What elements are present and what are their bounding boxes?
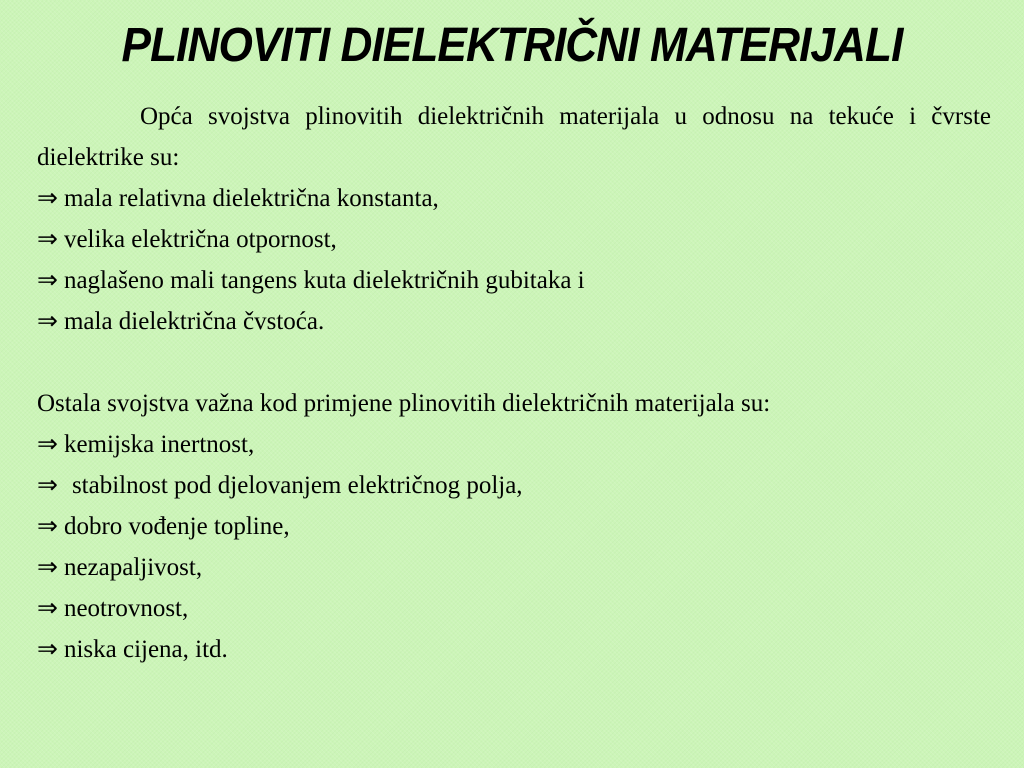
list-item [37, 506, 991, 547]
list-item [37, 547, 991, 588]
list-item-text: neotrovnost, [63, 595, 189, 622]
list-item-text: dobro vođenje topline, [63, 513, 290, 540]
section-spacer [37, 342, 991, 383]
list-item [37, 465, 991, 506]
general-properties-intro: Opća svojstva plinovitih dielektričnih materijala u odnosu na tekuće i čvrste dielektrike su: [37, 103, 991, 171]
list-item [37, 260, 991, 301]
implies-arrow-icon: ⇒ [37, 185, 58, 212]
implies-arrow-icon: ⇒ [37, 431, 58, 458]
list-item-text: niska cijena, itd. [63, 636, 228, 663]
list-item [37, 219, 991, 260]
implies-arrow-icon: ⇒ [37, 267, 58, 294]
list-item-text: stabilnost pod djelovanjem električnog polja, [71, 472, 523, 499]
list-item-text: kemijska inertnost, [63, 431, 255, 458]
implies-arrow-icon: ⇒ [37, 636, 58, 663]
list-item-text: mala dielektrična čvstoća. [63, 308, 325, 335]
list-item-text: velika električna otpornost, [63, 226, 337, 253]
implies-arrow-icon: ⇒ [37, 308, 58, 335]
implies-arrow-icon: ⇒ [37, 554, 58, 581]
implies-arrow-icon: ⇒ [37, 595, 58, 622]
implies-arrow-icon: ⇒ [37, 226, 58, 253]
implies-arrow-icon: ⇒ [37, 472, 58, 499]
list-item [37, 178, 991, 219]
other-properties-intro: Ostala svojstva važna kod primjene plinovitih dielektričnih materijala su: [37, 390, 771, 417]
other-properties-list [37, 424, 991, 670]
list-item [37, 588, 991, 629]
list-item [37, 301, 991, 342]
slide-title: PLINOVITI DIELEKTRIČNI MATERIJALI [121, 19, 903, 72]
list-item [37, 424, 991, 465]
implies-arrow-icon: ⇒ [37, 513, 58, 540]
list-item-text: naglašeno mali tangens kuta dielektričnih gubitaka i [63, 267, 585, 294]
slide-content [37, 96, 991, 670]
general-properties-list [37, 178, 991, 342]
list-item [37, 629, 991, 670]
list-item-text: mala relativna dielektrična konstanta, [63, 185, 439, 212]
list-item-text: nezapaljivost, [63, 554, 203, 581]
